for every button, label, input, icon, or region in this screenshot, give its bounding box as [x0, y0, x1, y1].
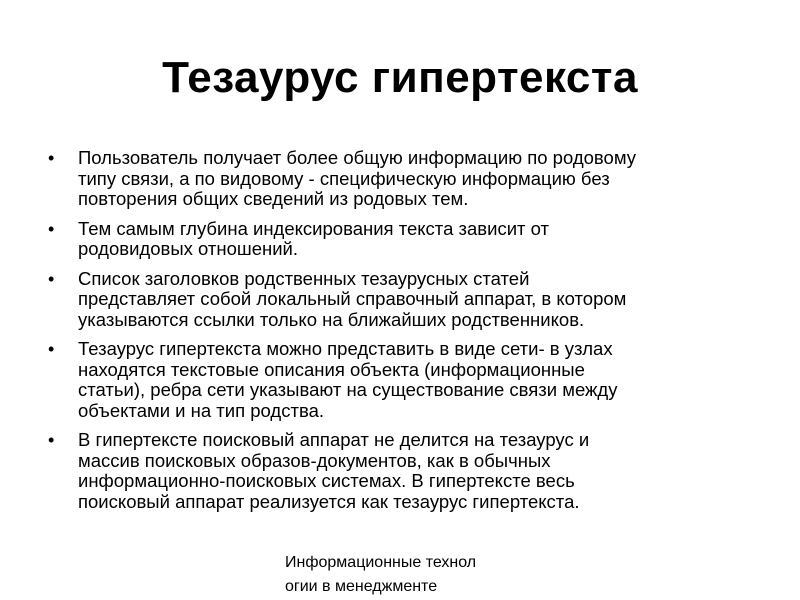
bullet-line: Пользователь получает более общую информацию по родовому [78, 147, 637, 168]
bullet-line: Тем самым глубина индексирования текста зависит от [78, 217, 549, 239]
bullet-line: находятся текстовые описания объекта (информационные [78, 358, 585, 380]
bullet-line: статьи), ребра сети указывают на существование связи между [78, 379, 618, 400]
bullet-line: Тезаурус гипертекста можно представить в виде сети- в узлах [78, 338, 613, 359]
bullet-line: представляет собой локальный справочный аппарат, в котором [78, 288, 627, 309]
bullet-marker-icon: • [48, 148, 55, 168]
bullet-text [78, 148, 768, 210]
bullet-line: типу связи, а по видовому - специфическую информацию без [78, 167, 610, 189]
bullet-text [78, 339, 768, 421]
bullet-marker-icon: • [48, 339, 55, 359]
bullet-line: повторения общих сведений из родовых тем. [78, 188, 469, 209]
bullet-item [48, 430, 768, 512]
bullet-line: массив поисковых образов-документов, как в обычных [78, 449, 551, 471]
bullet-item [48, 339, 768, 421]
bullet-marker-icon: • [48, 218, 55, 239]
bullet-text [78, 269, 768, 331]
bullet-item [48, 269, 768, 331]
bullet-line: родовидовых отношений. [78, 238, 299, 259]
footer-line: огии в менеджменте [285, 578, 438, 595]
bullet-line: В гипертексте поисковый аппарат не делится на тезаурус и [78, 429, 590, 450]
bullet-line: поисковый аппарат реализуется как тезаурус гипертекста. [78, 490, 580, 512]
bullet-marker-icon: • [48, 268, 55, 289]
bullet-line: информационно-поисковых системах. В гипертексте весь [78, 470, 575, 491]
bullet-line: указываются ссылки только на ближайших родственников. [78, 308, 585, 330]
bullet-item [48, 148, 768, 210]
bullet-list [48, 148, 768, 521]
bullet-text [78, 430, 768, 512]
footer-line: Информационные технол [285, 554, 477, 571]
bullet-marker-icon: • [48, 430, 55, 450]
slide-footer [285, 551, 535, 599]
slide-title: Тезаурус гипертекста [162, 53, 638, 102]
bullet-text [78, 219, 768, 260]
bullet-line: Список заголовков родственных тезаурусных статей [78, 267, 530, 289]
bullet-item [48, 219, 768, 260]
bullet-line: объектами и на тип родства. [78, 399, 324, 421]
